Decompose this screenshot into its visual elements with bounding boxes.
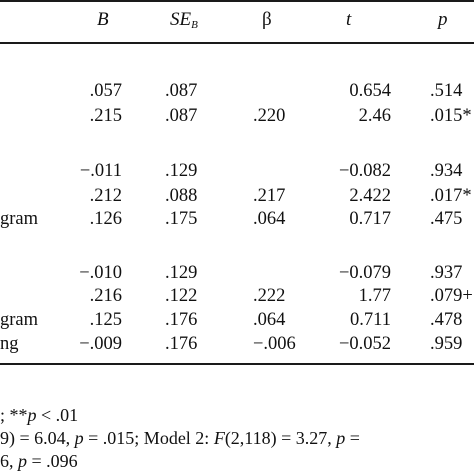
note-p-symbol: p	[74, 428, 84, 448]
table-header-rule	[0, 42, 474, 44]
cell-se: .129	[165, 161, 198, 181]
cell-t: 1.77	[358, 286, 391, 306]
table-note-line-2	[0, 428, 360, 448]
cell-p: .478	[430, 310, 463, 330]
table-note-line-1	[0, 405, 78, 425]
cell-b: .125	[89, 310, 122, 330]
note-p-symbol: p	[18, 451, 27, 471]
note-text: (2,118) = 3.27,	[224, 428, 337, 448]
cell-se: .176	[165, 334, 198, 354]
col-header-b: B	[97, 9, 109, 30]
note-f-symbol: F	[213, 428, 225, 448]
col-header-t: t	[346, 9, 352, 30]
col-header-p: p	[438, 9, 448, 30]
row-label: ng	[0, 334, 19, 354]
row-label: gram	[0, 209, 39, 229]
cell-t: 2.422	[349, 186, 391, 206]
cell-t: 0.717	[349, 209, 391, 229]
cell-t: −0.079	[338, 263, 391, 283]
cell-b: .216	[89, 286, 122, 306]
cell-beta: .220	[253, 106, 286, 126]
cell-b: .126	[89, 209, 122, 229]
note-p-symbol: p	[27, 405, 37, 425]
cell-b: .057	[89, 81, 122, 101]
cell-b: .212	[89, 186, 122, 206]
note-text: =	[345, 428, 360, 448]
cell-se: .088	[165, 186, 198, 206]
cell-se: .176	[165, 310, 198, 330]
cell-b: −.011	[79, 161, 122, 181]
cell-beta: .064	[253, 310, 286, 330]
cell-se: .129	[165, 263, 198, 283]
cell-p: .934	[430, 161, 463, 181]
note-text: ; **	[0, 405, 28, 425]
cell-b: .215	[89, 106, 122, 126]
cell-t: 2.46	[358, 106, 391, 126]
cell-beta: .064	[253, 209, 286, 229]
cell-se: .087	[165, 106, 198, 126]
note-text: < .01	[36, 405, 79, 425]
col-header-se	[170, 9, 198, 36]
cell-t: 0.654	[349, 81, 391, 101]
cell-beta: .217	[253, 186, 286, 206]
cell-b: −.010	[79, 263, 122, 283]
cell-beta: −.006	[253, 334, 296, 354]
note-p-symbol: p	[336, 428, 346, 448]
cell-p: .015*	[430, 106, 472, 126]
cell-p: .514	[430, 81, 463, 101]
table-note-line-3	[0, 451, 78, 471]
col-header-beta: β	[262, 9, 272, 30]
table-bottom-rule	[0, 363, 474, 365]
cell-p: .017*	[430, 186, 472, 206]
cell-beta: .222	[253, 286, 286, 306]
col-header-se-sub: B	[191, 19, 198, 31]
note-text: = .015; Model 2:	[83, 428, 214, 448]
cell-p: .959	[430, 334, 463, 354]
table-top-rule	[0, 0, 474, 2]
note-text: 9) = 6.04,	[0, 428, 75, 448]
cell-b: −.009	[79, 334, 122, 354]
cell-p: .475	[430, 209, 463, 229]
cell-t: −0.082	[338, 161, 391, 181]
note-text: = .096	[27, 451, 78, 471]
cell-p: .937	[430, 263, 463, 283]
row-label: gram	[0, 310, 39, 330]
cell-se: .087	[165, 81, 198, 101]
cell-se: .175	[165, 209, 198, 229]
cell-p: .079+	[430, 286, 473, 306]
col-header-se-main: SE	[170, 9, 192, 30]
cell-t: −0.052	[338, 334, 391, 354]
note-text: 6,	[0, 451, 18, 471]
cell-t: 0.711	[350, 310, 391, 330]
cell-se: .122	[165, 286, 198, 306]
